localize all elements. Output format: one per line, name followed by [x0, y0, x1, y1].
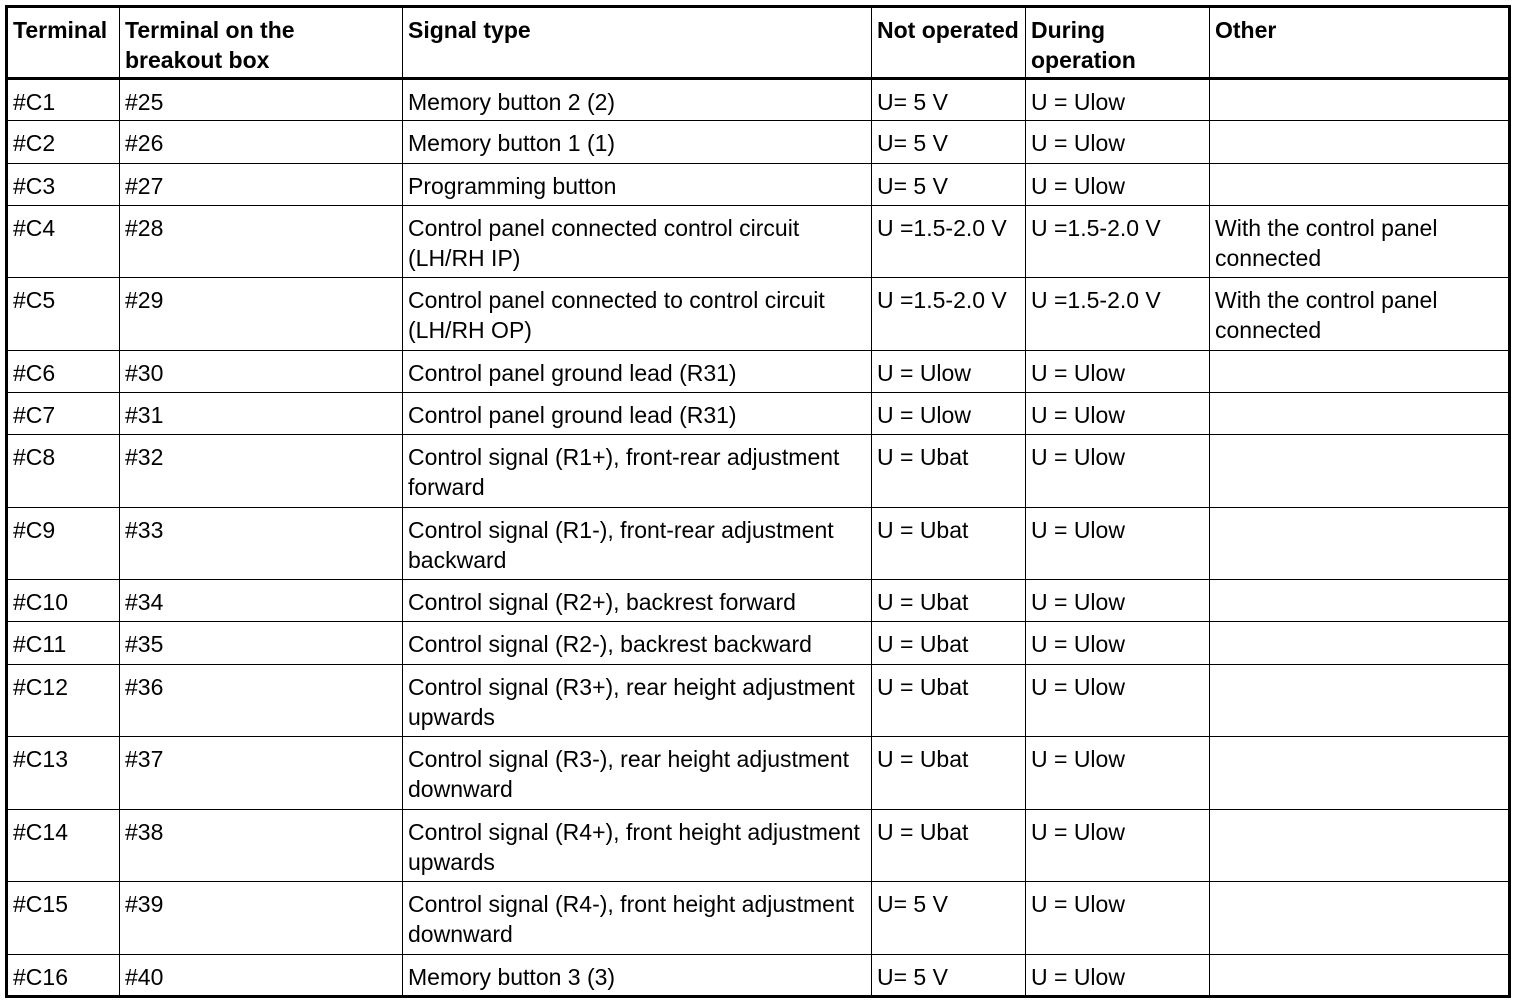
cell-not-operated: U= 5 V [872, 882, 1026, 954]
cell-other [1210, 350, 1510, 392]
cell-terminal: #C1 [7, 79, 120, 121]
table-row [7, 435, 1510, 507]
cell-other: With the control panel connected [1210, 278, 1510, 350]
cell-not-operated: U = Ulow [872, 393, 1026, 435]
cell-other [1210, 622, 1510, 664]
cell-breakout-terminal: #33 [120, 507, 403, 579]
cell-during-operation: U = Ulow [1026, 79, 1210, 121]
cell-breakout-terminal: #29 [120, 278, 403, 350]
cell-during-operation: U = Ulow [1026, 809, 1210, 881]
cell-breakout-terminal: #26 [120, 121, 403, 163]
cell-terminal: #C3 [7, 163, 120, 205]
cell-during-operation: U = Ulow [1026, 163, 1210, 205]
cell-signal-type: Control signal (R3+), rear height adjustment upwards [403, 664, 872, 736]
table-row [7, 507, 1510, 579]
cell-signal-type: Control signal (R2-), backrest backward [403, 622, 872, 664]
table-row [7, 163, 1510, 205]
cell-other [1210, 737, 1510, 809]
cell-during-operation: U = Ulow [1026, 121, 1210, 163]
cell-during-operation: U = Ulow [1026, 393, 1210, 435]
cell-terminal: #C14 [7, 809, 120, 881]
cell-breakout-terminal: #37 [120, 737, 403, 809]
cell-during-operation: U = Ulow [1026, 954, 1210, 996]
cell-not-operated: U = Ubat [872, 622, 1026, 664]
cell-other [1210, 393, 1510, 435]
header-breakout-terminal: Terminal on the breakout box [120, 7, 403, 79]
cell-other [1210, 809, 1510, 881]
cell-signal-type: Control panel ground lead (R31) [403, 393, 872, 435]
cell-during-operation: U = Ulow [1026, 507, 1210, 579]
cell-not-operated: U =1.5-2.0 V [872, 278, 1026, 350]
table-row [7, 882, 1510, 954]
cell-during-operation: U = Ulow [1026, 580, 1210, 622]
header-terminal: Terminal [7, 7, 120, 79]
cell-breakout-terminal: #25 [120, 79, 403, 121]
cell-terminal: #C5 [7, 278, 120, 350]
table-header-row [7, 7, 1510, 79]
cell-signal-type: Programming button [403, 163, 872, 205]
cell-signal-type: Control signal (R4-), front height adjustment downward [403, 882, 872, 954]
cell-during-operation: U =1.5-2.0 V [1026, 278, 1210, 350]
terminal-signal-table [5, 5, 1511, 998]
cell-not-operated: U= 5 V [872, 954, 1026, 996]
cell-not-operated: U = Ubat [872, 664, 1026, 736]
cell-breakout-terminal: #27 [120, 163, 403, 205]
cell-during-operation: U = Ulow [1026, 435, 1210, 507]
cell-terminal: #C6 [7, 350, 120, 392]
cell-other [1210, 79, 1510, 121]
cell-not-operated: U= 5 V [872, 163, 1026, 205]
cell-during-operation: U = Ulow [1026, 664, 1210, 736]
header-signal-type: Signal type [403, 7, 872, 79]
cell-terminal: #C12 [7, 664, 120, 736]
header-during-operation: During operation [1026, 7, 1210, 79]
cell-during-operation: U =1.5-2.0 V [1026, 205, 1210, 277]
cell-breakout-terminal: #40 [120, 954, 403, 996]
cell-terminal: #C4 [7, 205, 120, 277]
cell-not-operated: U = Ubat [872, 580, 1026, 622]
cell-signal-type: Control signal (R1-), front-rear adjustment backward [403, 507, 872, 579]
cell-breakout-terminal: #39 [120, 882, 403, 954]
cell-signal-type: Control signal (R1+), front-rear adjustment forward [403, 435, 872, 507]
table-row [7, 664, 1510, 736]
cell-not-operated: U= 5 V [872, 121, 1026, 163]
cell-terminal: #C7 [7, 393, 120, 435]
cell-breakout-terminal: #35 [120, 622, 403, 664]
table-row [7, 205, 1510, 277]
table-row [7, 809, 1510, 881]
cell-not-operated: U = Ubat [872, 737, 1026, 809]
cell-other [1210, 882, 1510, 954]
cell-signal-type: Control panel connected control circuit (LH/RH IP) [403, 205, 872, 277]
signal-table-container [5, 5, 1508, 998]
cell-terminal: #C11 [7, 622, 120, 664]
header-other: Other [1210, 7, 1510, 79]
cell-during-operation: U = Ulow [1026, 882, 1210, 954]
cell-during-operation: U = Ulow [1026, 350, 1210, 392]
cell-terminal: #C16 [7, 954, 120, 996]
cell-terminal: #C15 [7, 882, 120, 954]
cell-signal-type: Control panel connected to control circuit (LH/RH OP) [403, 278, 872, 350]
cell-signal-type: Memory button 1 (1) [403, 121, 872, 163]
cell-breakout-terminal: #36 [120, 664, 403, 736]
cell-terminal: #C9 [7, 507, 120, 579]
cell-other [1210, 664, 1510, 736]
cell-during-operation: U = Ulow [1026, 737, 1210, 809]
cell-signal-type: Control signal (R4+), front height adjustment upwards [403, 809, 872, 881]
cell-breakout-terminal: #38 [120, 809, 403, 881]
cell-other [1210, 580, 1510, 622]
cell-other: With the control panel connected [1210, 205, 1510, 277]
cell-other [1210, 954, 1510, 996]
table-row [7, 350, 1510, 392]
cell-not-operated: U =1.5-2.0 V [872, 205, 1026, 277]
cell-signal-type: Memory button 2 (2) [403, 79, 872, 121]
cell-signal-type: Memory button 3 (3) [403, 954, 872, 996]
table-row [7, 954, 1510, 996]
table-row [7, 580, 1510, 622]
cell-breakout-terminal: #32 [120, 435, 403, 507]
table-row [7, 737, 1510, 809]
cell-terminal: #C2 [7, 121, 120, 163]
cell-terminal: #C13 [7, 737, 120, 809]
cell-signal-type: Control signal (R2+), backrest forward [403, 580, 872, 622]
table-row [7, 278, 1510, 350]
cell-not-operated: U= 5 V [872, 79, 1026, 121]
cell-not-operated: U = Ubat [872, 809, 1026, 881]
table-body [7, 79, 1510, 997]
table-row [7, 121, 1510, 163]
cell-breakout-terminal: #30 [120, 350, 403, 392]
cell-other [1210, 435, 1510, 507]
header-not-operated: Not operated [872, 7, 1026, 79]
table-row [7, 393, 1510, 435]
table-row [7, 79, 1510, 121]
cell-not-operated: U = Ubat [872, 435, 1026, 507]
cell-terminal: #C10 [7, 580, 120, 622]
cell-breakout-terminal: #31 [120, 393, 403, 435]
cell-breakout-terminal: #28 [120, 205, 403, 277]
cell-terminal: #C8 [7, 435, 120, 507]
cell-signal-type: Control panel ground lead (R31) [403, 350, 872, 392]
cell-signal-type: Control signal (R3-), rear height adjustment downward [403, 737, 872, 809]
cell-breakout-terminal: #34 [120, 580, 403, 622]
cell-other [1210, 163, 1510, 205]
cell-not-operated: U = Ulow [872, 350, 1026, 392]
table-row [7, 622, 1510, 664]
cell-other [1210, 121, 1510, 163]
cell-during-operation: U = Ulow [1026, 622, 1210, 664]
cell-not-operated: U = Ubat [872, 507, 1026, 579]
cell-other [1210, 507, 1510, 579]
